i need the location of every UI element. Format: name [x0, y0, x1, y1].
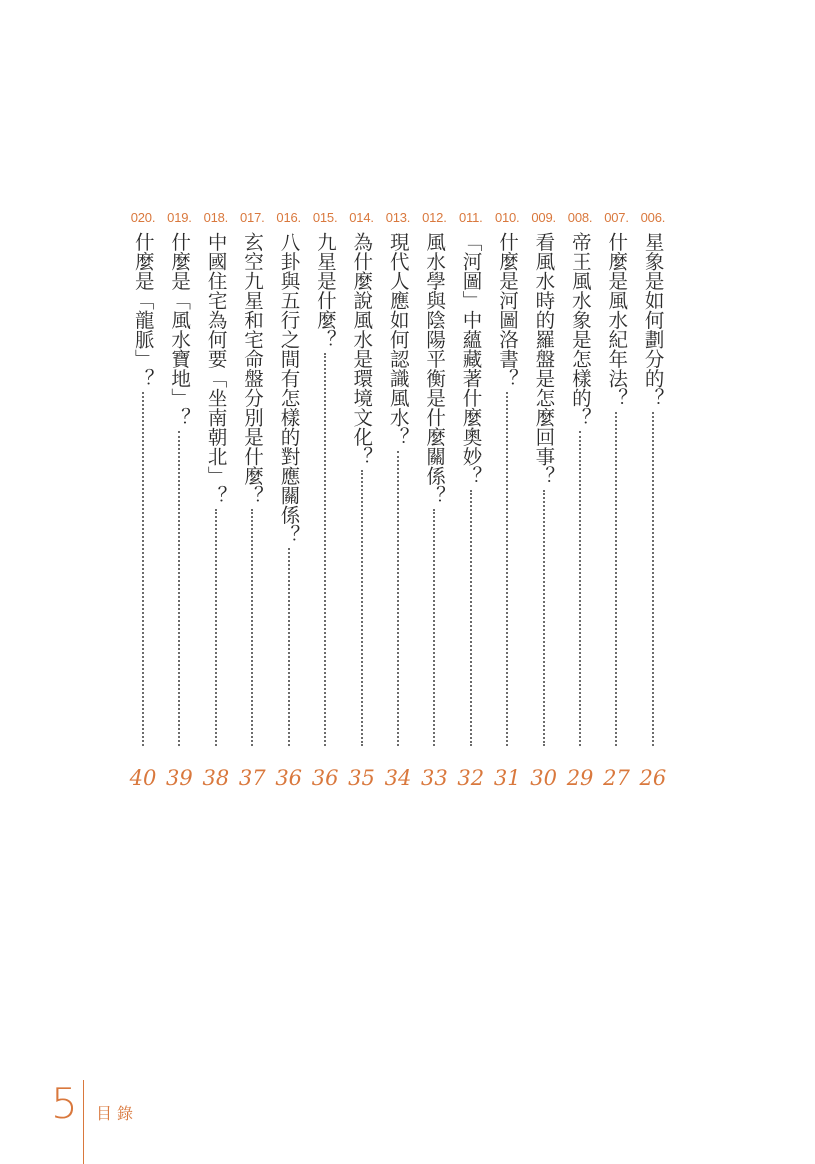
toc-entry-leader	[506, 392, 508, 746]
toc-entry-title: 為什麼說風水是環境文化？	[350, 232, 374, 466]
toc-entry-number: 008.	[567, 210, 593, 225]
toc-entry-number: 007.	[604, 210, 629, 225]
toc-entry[interactable]	[274, 210, 304, 790]
toc-entry-title: 帝王風水象是怎樣的？	[568, 232, 592, 427]
toc-entry[interactable]	[529, 210, 559, 790]
toc-entry-number: 018.	[203, 210, 229, 225]
toc-entry-title: 「河圖」中蘊藏著什麼奧妙？	[459, 232, 483, 486]
toc-entry[interactable]	[565, 210, 595, 790]
toc-entry-leader	[142, 392, 144, 746]
toc-entry-title: 中國住宅為何要「坐南朝北」？	[204, 232, 228, 505]
toc-entry[interactable]	[456, 210, 486, 790]
toc-entry[interactable]	[347, 210, 377, 790]
toc-entry[interactable]	[419, 210, 449, 790]
toc-entry-page: 31	[493, 766, 521, 790]
toc-entry-page: 26	[639, 766, 667, 790]
toc-entry-title: 風水學與陰陽平衡是什麼關係？	[423, 232, 447, 505]
toc-entry[interactable]	[383, 210, 413, 790]
toc-entry-page: 34	[384, 766, 412, 790]
toc-entry-number: 017.	[240, 210, 265, 225]
toc-entry-title: 現代人應如何認識風水？	[386, 232, 410, 447]
toc-entry-number: 014.	[349, 210, 374, 225]
toc-entry[interactable]	[128, 210, 158, 790]
toc-entry-page: 40	[129, 766, 157, 790]
toc-entry-page: 30	[530, 766, 558, 790]
toc-entry-number: 006.	[640, 210, 666, 225]
toc-entry-leader	[215, 509, 217, 746]
toc-entry-leader	[543, 490, 545, 747]
toc-entry[interactable]	[201, 210, 231, 790]
footer-divider	[83, 1080, 84, 1164]
toc-entry-page: 39	[166, 766, 193, 790]
toc-entry-title: 什麼是風水紀年法？	[605, 232, 629, 408]
table-of-contents	[128, 210, 668, 790]
toc-entry[interactable]	[492, 210, 522, 790]
toc-entry-number: 019.	[167, 210, 192, 225]
toc-entry-number: 010.	[494, 210, 520, 225]
toc-entry-title: 玄空九星和宅命盤分別是什麼？	[241, 232, 265, 505]
toc-entry-page: 37	[238, 766, 266, 790]
toc-entry[interactable]	[310, 210, 340, 790]
toc-entry-title: 星象是如何劃分的？	[641, 232, 665, 408]
toc-entry-number: 009.	[531, 210, 556, 225]
toc-entry-leader	[361, 470, 363, 746]
toc-entry-page: 27	[603, 766, 630, 790]
page-number: 5	[51, 1079, 78, 1128]
toc-entry-leader	[615, 412, 617, 747]
toc-entry-title: 什麼是河圖洛書？	[495, 232, 519, 388]
toc-entry-page: 36	[311, 766, 339, 790]
toc-entry-number: 016.	[276, 210, 301, 225]
toc-entry-title: 八卦與五行之間有怎樣的對應關係？	[277, 232, 301, 544]
section-label: 目錄	[96, 1104, 139, 1123]
toc-entry-title: 什麼是「龍脈」？	[131, 232, 155, 388]
toc-entry-leader	[178, 431, 180, 746]
toc-entry[interactable]	[638, 210, 668, 790]
toc-entry-leader	[470, 490, 472, 747]
toc-entry-page: 33	[421, 766, 448, 790]
toc-entry-leader	[288, 548, 290, 746]
toc-entry-leader	[433, 509, 435, 746]
toc-entry-title: 什麼是「風水寶地」？	[168, 232, 192, 427]
toc-entry-leader	[652, 412, 654, 747]
toc-entry-number: 015.	[312, 210, 338, 225]
toc-entry-title: 九星是什麼？	[313, 232, 337, 349]
toc-entry-page: 38	[202, 766, 230, 790]
toc-entry-leader	[324, 353, 326, 746]
toc-entry[interactable]	[237, 210, 267, 790]
toc-entry-leader	[579, 431, 581, 746]
toc-entry[interactable]	[164, 210, 194, 790]
toc-entry-leader	[251, 509, 253, 746]
toc-entry-number: 013.	[385, 210, 411, 225]
toc-entry-page: 32	[457, 766, 485, 790]
toc-entry-number: 020.	[130, 210, 156, 225]
toc-entry-number: 011.	[459, 210, 483, 225]
toc-entry-page: 35	[348, 766, 375, 790]
toc-entry-leader	[397, 451, 399, 747]
toc-entry[interactable]	[601, 210, 631, 790]
toc-entry-title: 看風水時的羅盤是怎麼回事？	[532, 232, 556, 486]
toc-entry-page: 29	[566, 766, 594, 790]
toc-entry-page: 36	[275, 766, 303, 790]
toc-entry-number: 012.	[422, 210, 447, 225]
